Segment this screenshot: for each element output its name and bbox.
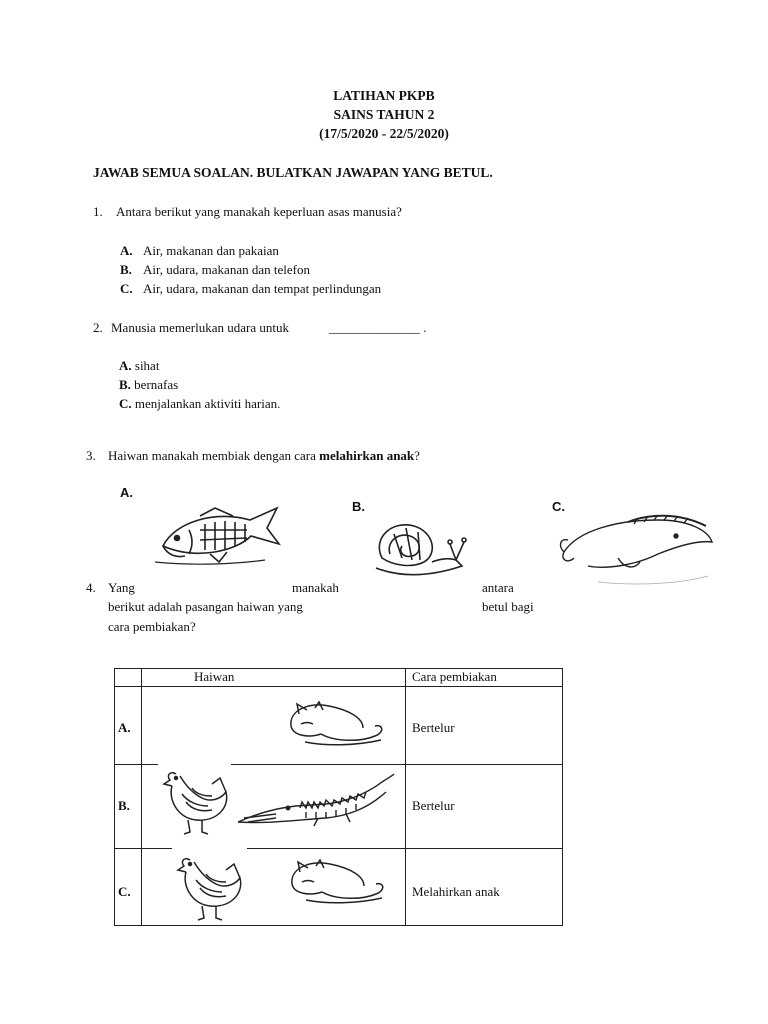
q1-option-b-letter[interactable]: B. xyxy=(120,262,132,277)
q3-option-a-letter[interactable]: A. xyxy=(120,485,133,500)
q2-text: Manusia memerlukan udara untuk xyxy=(111,320,289,335)
q2-option-b-letter[interactable]: B. xyxy=(119,377,131,392)
table-header-animal: Haiwan xyxy=(194,669,235,684)
snail-icon[interactable] xyxy=(372,518,472,580)
q2-option-c-letter[interactable]: C. xyxy=(119,396,132,411)
q1-option-c-text[interactable]: Air, udara, makanan dan tempat perlindungan xyxy=(143,281,382,296)
worksheet-subject: SAINS TAHUN 2 xyxy=(333,107,435,122)
row-b-answer: Bertelur xyxy=(412,798,455,813)
q4-word-1: Yang xyxy=(108,580,135,595)
row-c-letter[interactable]: C. xyxy=(118,884,131,899)
q1-number: 1. xyxy=(93,204,103,219)
q2-option-c-text[interactable]: menjalankan aktiviti harian. xyxy=(134,396,281,411)
whale-icon[interactable] xyxy=(558,490,718,590)
hen-icon xyxy=(176,852,248,922)
q4-text-line2-end: betul bagi xyxy=(482,599,534,614)
table-header-reproduction: Cara pembiakan xyxy=(412,669,497,684)
kitten-icon xyxy=(285,700,389,748)
q4-text-line3: cara pembiakan? xyxy=(108,619,196,634)
q2-option-a-letter[interactable]: A. xyxy=(119,358,132,373)
q3-number: 3. xyxy=(86,448,96,463)
q4-text-line2: berikut adalah pasangan haiwan yang xyxy=(108,599,303,614)
q3-text-end: ? xyxy=(414,448,420,463)
worksheet-dates: (17/5/2020 - 22/5/2020) xyxy=(319,126,449,141)
q1-text: Antara berikut yang manakah keperluan asas manusia? xyxy=(116,204,402,219)
row-a-answer: Bertelur xyxy=(412,720,455,735)
q1-option-a-letter[interactable]: A. xyxy=(120,243,133,258)
q2-option-b-text[interactable]: bernafas xyxy=(134,377,179,392)
q3-option-b-letter[interactable]: B. xyxy=(352,499,365,514)
row-b-letter[interactable]: B. xyxy=(118,798,130,813)
q3-option-c-letter[interactable]: C. xyxy=(552,499,565,514)
q2-blank: ______________ . xyxy=(329,320,427,335)
q4-word-2: manakah xyxy=(292,580,339,595)
q2-option-a-text[interactable]: sihat xyxy=(134,358,160,373)
q4-word-3: antara xyxy=(482,580,514,595)
q2-number: 2. xyxy=(93,320,103,335)
q3-text-emphasis: melahirkan anak xyxy=(319,448,415,463)
instruction: JAWAB SEMUA SOALAN. BULATKAN JAWAPAN YANG BETUL. xyxy=(93,165,493,180)
q1-option-b-text[interactable]: Air, udara, makanan dan telefon xyxy=(143,262,310,277)
q1-option-a-text[interactable]: Air, makanan dan pakaian xyxy=(143,243,279,258)
q1-option-c-letter[interactable]: C. xyxy=(120,281,133,296)
hen-icon xyxy=(162,766,234,836)
kitten-icon xyxy=(286,858,390,906)
fish-icon[interactable] xyxy=(155,500,285,570)
crocodile-icon xyxy=(236,772,396,828)
q3-text: Haiwan manakah membiak dengan cara xyxy=(108,448,316,463)
row-c-answer: Melahirkan anak xyxy=(412,884,500,899)
worksheet-title: LATIHAN PKPB xyxy=(333,88,435,103)
q4-number: 4. xyxy=(86,580,96,595)
row-a-letter[interactable]: A. xyxy=(118,720,131,735)
